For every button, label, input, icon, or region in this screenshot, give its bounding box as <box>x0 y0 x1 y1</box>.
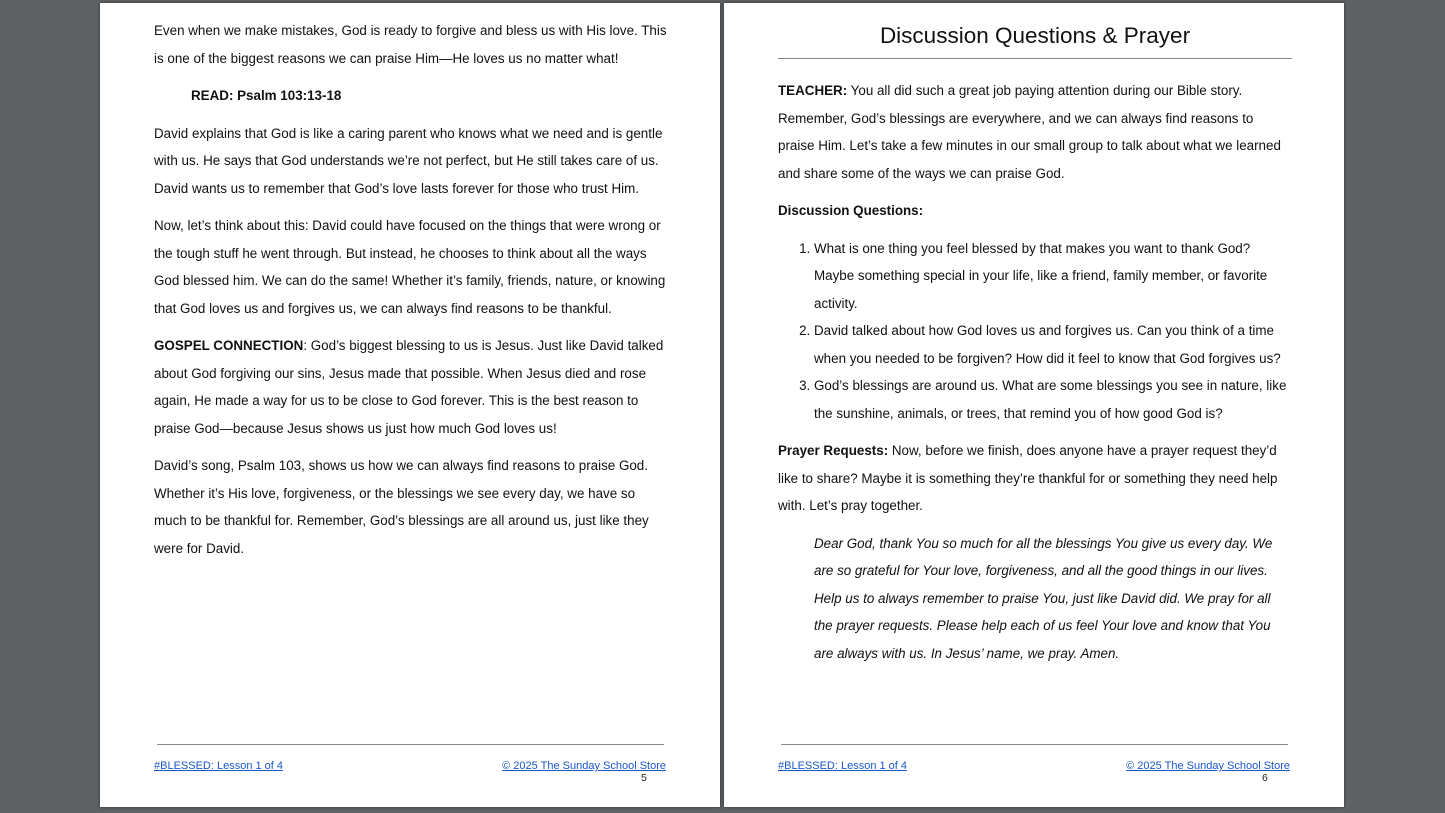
page-number: 6 <box>1262 772 1268 784</box>
prayer-requests-text: Now, before we finish, does anyone have a prayer request they’d like to share? Maybe it is something they’re thankful for or something they need help with. Let’s pray together. <box>778 443 1278 513</box>
teacher-label: TEACHER: <box>778 83 848 98</box>
closing-paragraph: David’s song, Psalm 103, shows us how we can always find reasons to praise God. Whether it’s His love, forgiveness, or the blessings we see every day, we have so much to be thankful for. Remember, God’s blessings are all around us, just like they were for David. <box>154 458 649 556</box>
teacher-text: You all did such a great job paying attention during our Bible story. Remember, God’s blessings are everywhere, and we can always find reasons to praise Him. Let’s take a few minutes in our small group to talk about what we learned and share some of the ways we can praise God. <box>778 83 1281 181</box>
list-item: 3. God’s blessings are around us. What are some blessings you see in nature, like the sunshine, animals, or trees, that remind you of how good God is? <box>814 372 1292 427</box>
footer-copyright-link[interactable]: © 2025 The Sunday School Store <box>502 760 666 772</box>
body-paragraph: Now, let’s think about this: David could have focused on the things that were wrong or the tough stuff he went through. But instead, he chooses to think about all the ways God blessed him. We can do the same! Whether it’s family, friends, nature, or knowing that God loves us and forgives us, we can always find reasons to be thankful. <box>154 218 666 316</box>
footer-copyright-link[interactable]: © 2025 The Sunday School Store <box>1126 760 1290 772</box>
questions-heading: Discussion Questions: <box>778 203 924 218</box>
list-item: 1. What is one thing you feel blessed by that makes you want to thank God? Maybe something special in your life, like a friend, family member, or favorite activity. <box>814 235 1292 318</box>
prayer-text: Dear God, thank You so much for all the blessings You give us every day. We are so grateful for Your love, forgiveness, and all the good things in our lives. Help us to always remember to praise You, just like David did. We pray for all the prayer requests. Please help each of us feel Your love and know that You are always with us. In Jesus’ name, we pray. Amen. <box>814 535 1273 661</box>
list-item: 2. David talked about how God loves us and forgives us. Can you think of a time when you needed to be forgiven? How did it feel to know that God forgives us? <box>814 317 1292 372</box>
gospel-label: GOSPEL CONNECTION <box>154 338 304 353</box>
footer-lesson-link[interactable]: #BLESSED: Lesson 1 of 4 <box>154 760 284 772</box>
title-divider <box>778 58 1292 59</box>
scripture-reference: READ: Psalm 103:13-18 <box>191 88 342 103</box>
footer-divider <box>781 744 1288 745</box>
page-6 <box>724 3 1344 807</box>
page-number: 5 <box>641 772 647 784</box>
prayer-requests-paragraph <box>778 437 1292 520</box>
page-body <box>778 77 1292 677</box>
footer-divider <box>157 744 664 745</box>
teacher-paragraph <box>778 77 1292 187</box>
page-5 <box>100 3 720 807</box>
body-paragraph: David explains that God is like a caring parent who knows what we need and is gentle with us. He says that God understands we’re not perfect, but He still takes care of us. David wants us to remember that God’s love lasts forever for those who trust Him. <box>154 125 663 196</box>
question-list <box>778 235 1292 428</box>
page-title: Discussion Questions & Prayer <box>879 23 1191 48</box>
gospel-text: : God’s biggest blessing to us is Jesus. Just like David talked about God forgiving our sins, Jesus made that possible. When Jesus died and rose again, He made a way for us to be close to God forever. This is the best reason to praise God—because Jesus shows us just how much God loves us! <box>154 338 664 436</box>
gospel-connection-paragraph <box>154 332 668 442</box>
page-body <box>154 17 668 572</box>
footer-lesson-link[interactable]: #BLESSED: Lesson 1 of 4 <box>778 760 908 772</box>
prayer-requests-label: Prayer Requests: <box>778 443 889 458</box>
intro-paragraph: Even when we make mistakes, God is ready to forgive and bless us with His love. This is one of the biggest reasons we can praise Him—He loves us no matter what! <box>154 23 667 66</box>
